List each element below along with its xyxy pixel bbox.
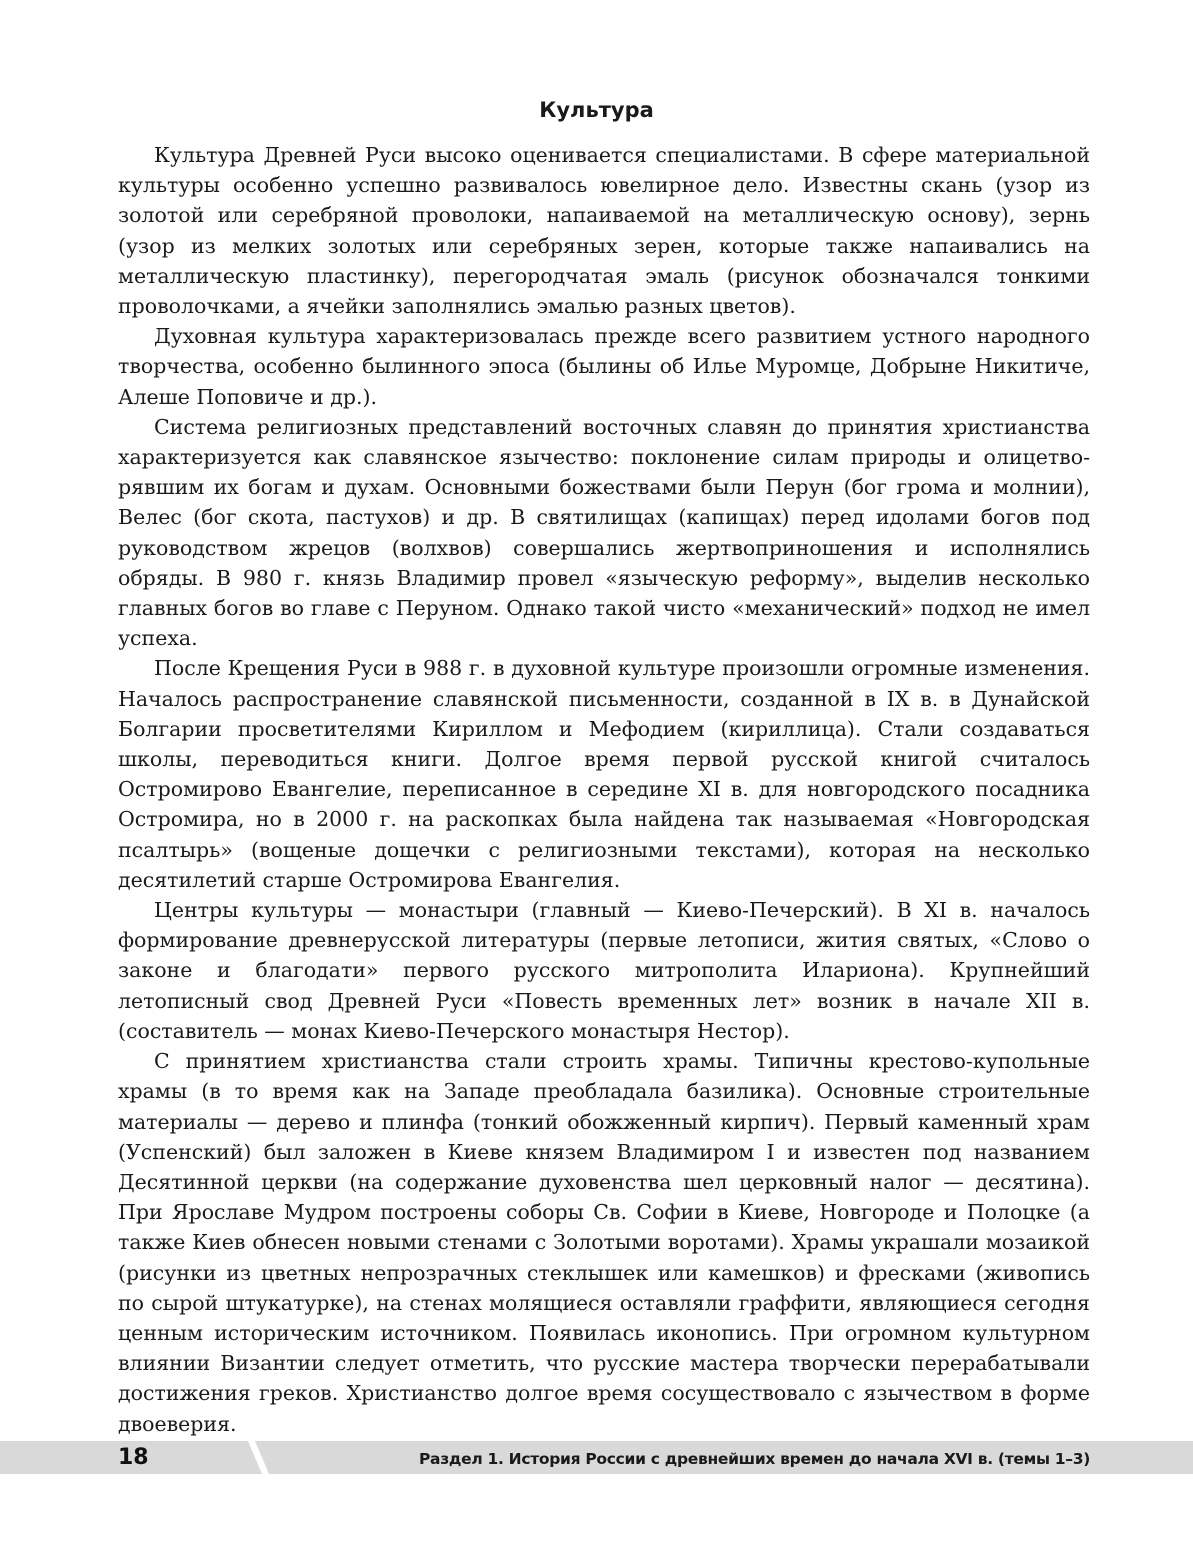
section-heading: Культура (539, 98, 654, 122)
paragraph: Система религиозных представлений восточных славян до принятия христианства характеризуется как славянское язычество: поклонение силам природы и олицетворявшим их богам и духам. Основными божествами были Перун (бог грома и молнии), Велес (бог скота, пастухов) и др. В святилищах (капищах) перед идолами богов под руководством жрецов (волхвов) совершались жертвоприношения и исполнялись обряды. В 980 г. князь Владимир провел «языческую реформу», выделив несколько главных богов во главе с Перуном. Однако такой чисто «механический» подход не имел успеха. (118, 414, 1090, 651)
page-number: 18 (118, 1445, 149, 1470)
running-title: Раздел 1. История России с древнейших времен до начала XVI в. (темы 1–3) (418, 1450, 1090, 1468)
paragraph: Культура Древней Руси высоко оценивается специалистами. В сфере материальной культуры особенно успешно развивалось ювелирное дело. Известны скань (узор из золотой или серебряной проволоки, напаиваемой на металлическую основу), зернь (узор из мелких золотых или серебряных зерен, которые также напаивались на металлическую пластинку), перегородчатая эмаль (рисунок обозначался тонкими проволочками, а ячейки заполнялись эмалью разных цветов). (118, 143, 1090, 319)
paragraph: Центры культуры — монастыри (главный — Киево-Печерский). В XI в. началось формирование древнерусской литературы (первые летописи, жития святых, «Слово о законе и благодати» первого русского митрополита Илариона). Крупнейший летописный свод Древней Руси «Повесть временных лет» возник в начале XII в. (составитель — монах Киево-Печерского монастыря Нестор). (118, 898, 1090, 1043)
paragraph: Духовная культура характеризовалась прежде всего развитием устного народного творчества, особенно былинного эпоса (былины об Илье Муромце, Добрыне Никитиче, Алеше Поповиче и др.). (118, 324, 1090, 409)
section-body (118, 140, 1090, 1439)
paragraph: После Крещения Руси в 988 г. в духовной культуре произошли огромные изменения. Началось распространение славянской письменности, созданной в IX в. в Дунайской Болгарии просветителями Кириллом и Мефодием (кириллица). Стали создаваться школы, переводиться книги. Долгое время первой русской книгой считалось Остромирово Евангелие, переписанное в середине XI в. для новгородского посадника Остромира, но в 2000 г. на раскопках была найдена так называемая «Новгородская псалтырь» (вощеные дощечки с религиозными текстами), которая на несколько десятилетий старше Остромирова Евангелия. (118, 656, 1090, 892)
paragraph: С принятием христианства стали строить храмы. Типичны крестово-купольные храмы (в то время как на Западе преобладала базилика). Основные строительные материалы — дерево и плинфа (тонкий обожженный кирпич). Первый каменный храм (Успенский) был заложен в Киеве князем Владимиром I и известен под названием Десятинной церкви (на содержание духовенства шел церковный налог — десятина). При Ярославе Мудром построены соборы Св. Софии в Киеве, Новгороде и Полоцке (а также Киев обнесен новыми стенами с Золотыми воротами). Храмы украшали мозаикой (рисунки из цветных непрозрачных стеклышек или камешков) и фресками (живопись по сырой штукатурке), на стенах молящиеся оставляли граффити, являющиеся сегодня ценным историческим источником. Появилась иконопись. При огромном культурном влиянии Византии следует отметить, что русские мастера творчески перерабатывали достижения греков. Христианство долгое время сосуществовало с язычеством в форме двоеверия. (118, 1049, 1090, 1436)
